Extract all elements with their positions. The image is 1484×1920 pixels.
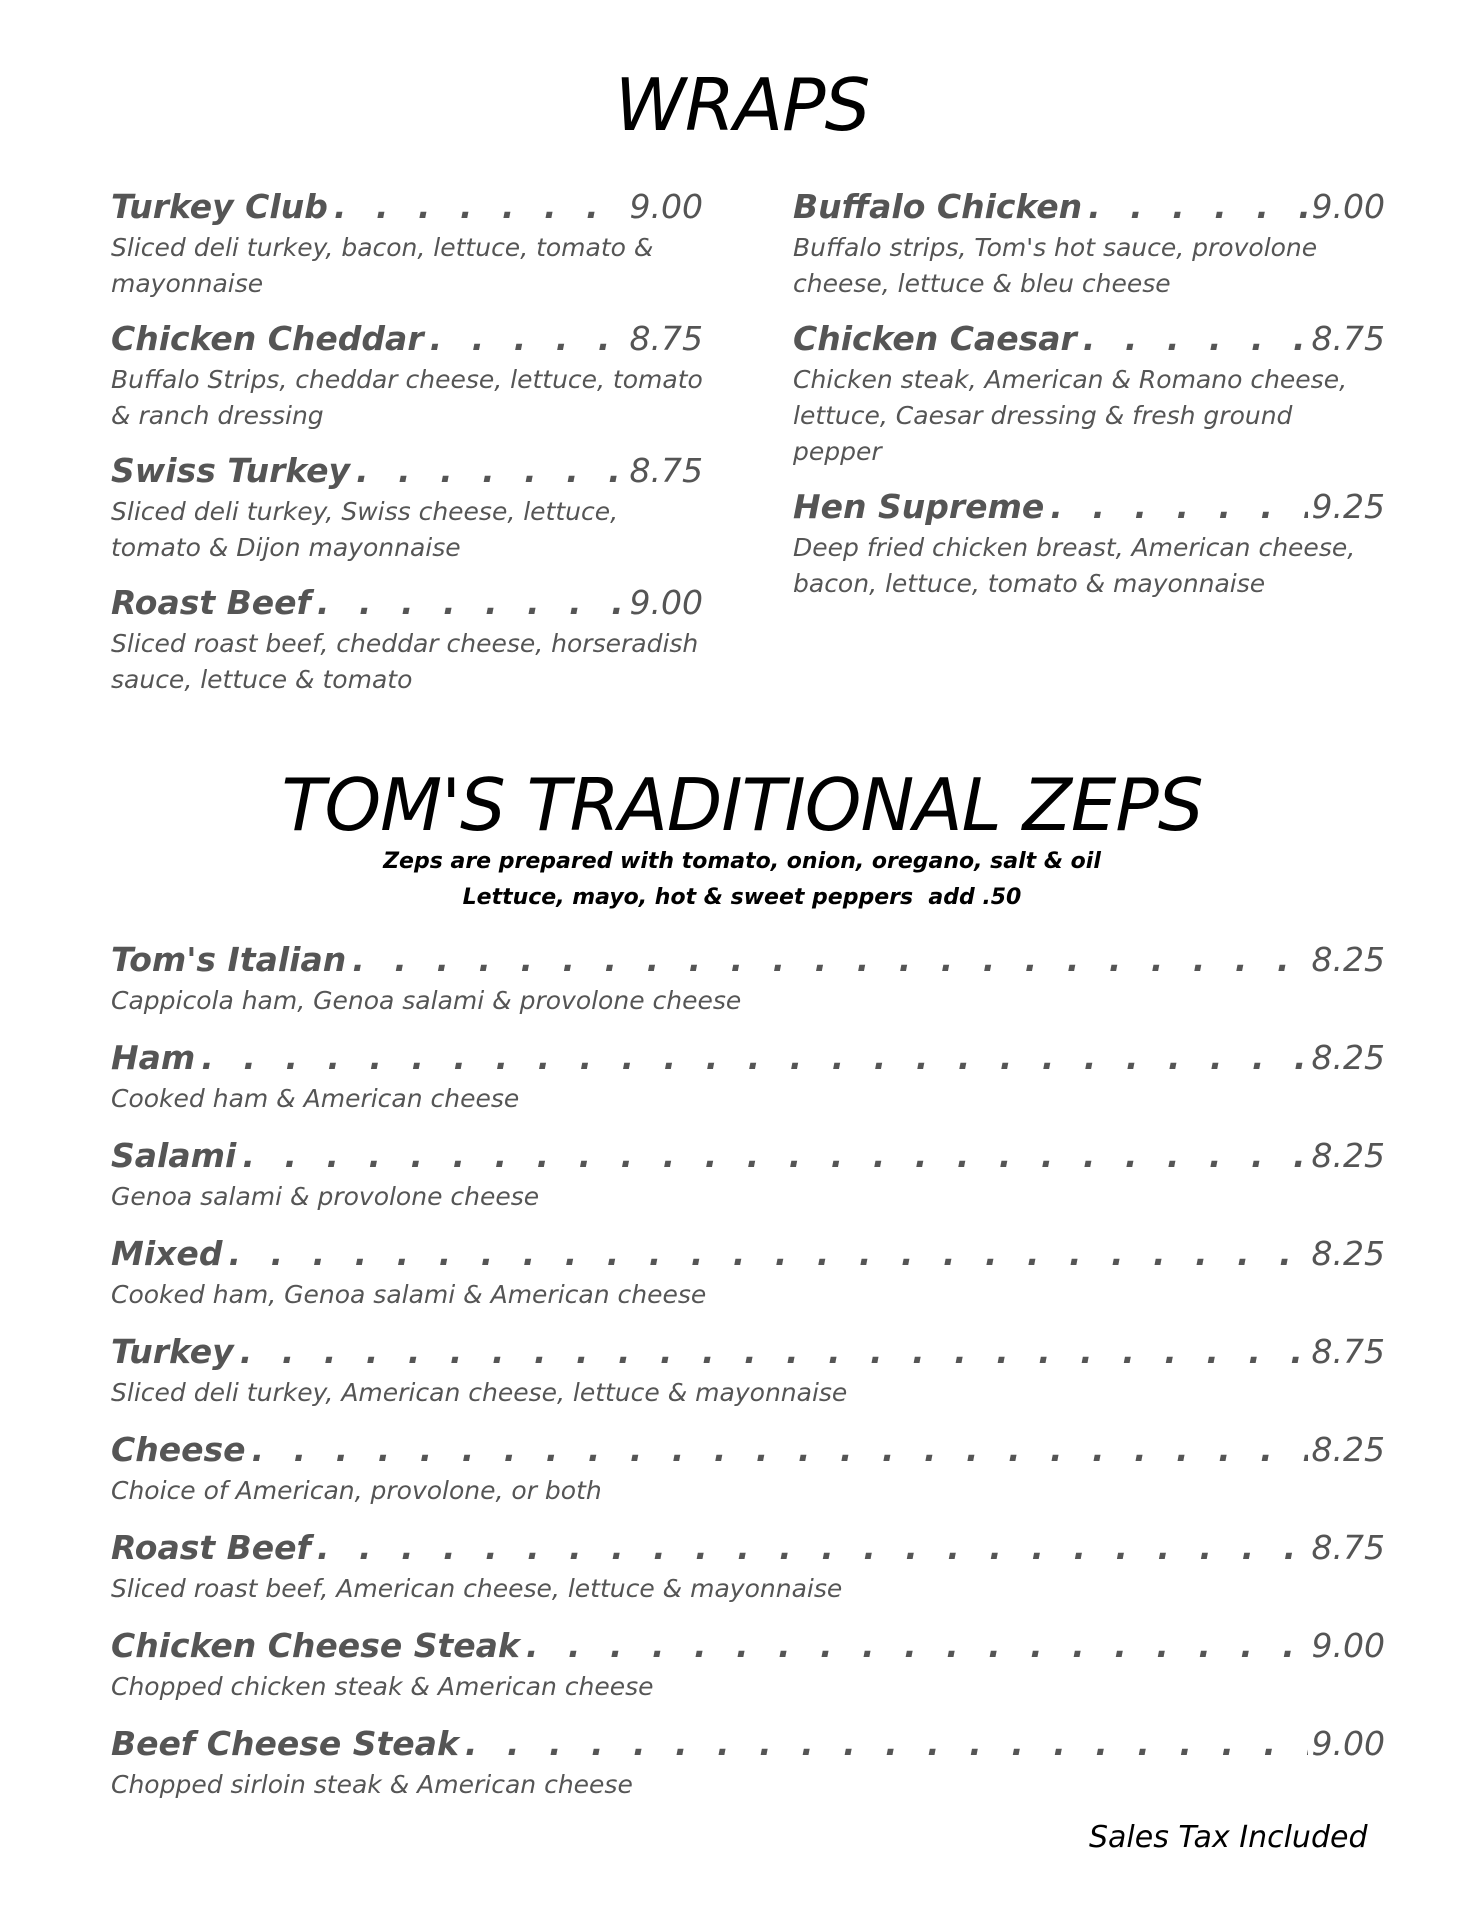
item-name: Hen Supreme xyxy=(793,487,1045,526)
menu-item xyxy=(111,1721,1385,1803)
dot-leader xyxy=(526,1623,1308,1669)
item-name: Turkey xyxy=(111,1332,234,1371)
zeps-list xyxy=(111,937,1385,1819)
dot-leader xyxy=(465,1721,1308,1767)
item-name: Roast Beef xyxy=(111,1528,311,1567)
dot-leader xyxy=(1083,316,1308,362)
menu-item xyxy=(111,1329,1385,1411)
menu-item xyxy=(111,448,703,566)
menu-item xyxy=(111,1427,1385,1509)
menu-item xyxy=(793,316,1385,470)
menu-item xyxy=(111,1623,1385,1705)
item-description: Cappicola ham, Genoa salami & provolone cheese xyxy=(111,986,742,1015)
menu-item xyxy=(111,1231,1385,1313)
item-price: 8.25 xyxy=(1311,1234,1385,1273)
item-name: Cheese xyxy=(111,1430,246,1469)
item-description: Deep fried chicken breast, American cheese, bacon, lettuce, tomato & mayonnaise xyxy=(793,533,1356,598)
item-price: 8.75 xyxy=(1311,1332,1385,1371)
item-description: Sliced roast beef, American cheese, lettuce & mayonnaise xyxy=(111,1574,843,1603)
dot-leader xyxy=(334,184,626,230)
menu-item xyxy=(111,316,703,434)
dot-leader xyxy=(240,1329,1308,1375)
item-price: 8.75 xyxy=(629,319,703,358)
item-description: Buffalo strips, Tom's hot sauce, provolone cheese, lettuce & bleu cheese xyxy=(793,233,1318,298)
item-price: 8.25 xyxy=(1311,940,1385,979)
menu-item xyxy=(111,937,1385,1019)
wraps-right-column xyxy=(793,184,1385,616)
menu-item xyxy=(111,1133,1385,1215)
item-price: 8.25 xyxy=(1311,1136,1385,1175)
sales-tax-note: Sales Tax Included xyxy=(1089,1820,1368,1855)
dot-leader xyxy=(252,1427,1308,1473)
item-name: Chicken Cheddar xyxy=(111,319,424,358)
menu-item xyxy=(111,1525,1385,1607)
item-name: Chicken Cheese Steak xyxy=(111,1626,520,1665)
item-name: Ham xyxy=(111,1038,196,1077)
zeps-preparation-note: Zeps are prepared with tomato, onion, oregano, salt & oil xyxy=(383,849,1101,874)
item-description: Cooked ham & American cheese xyxy=(111,1084,520,1113)
item-price: 8.75 xyxy=(1311,319,1385,358)
item-name: Buffalo Chicken xyxy=(793,187,1083,226)
item-price: 9.00 xyxy=(629,187,703,226)
item-description: Sliced deli turkey, American cheese, lettuce & mayonnaise xyxy=(111,1378,848,1407)
item-description: Sliced deli turkey, bacon, lettuce, tomato & mayonnaise xyxy=(111,233,654,298)
item-price: 8.75 xyxy=(629,451,703,490)
dot-leader xyxy=(317,580,626,626)
wraps-section-title: WRAPS xyxy=(614,63,870,147)
item-description: Chicken steak, American & Romano cheese, lettuce, Caesar dressing & fresh ground pepper xyxy=(793,365,1348,466)
menu-item xyxy=(111,580,703,698)
item-price: 9.00 xyxy=(1311,1724,1385,1763)
item-price: 8.25 xyxy=(1311,1038,1385,1077)
item-price: 9.00 xyxy=(629,583,703,622)
dot-leader xyxy=(356,448,625,494)
item-price: 8.25 xyxy=(1311,1430,1385,1469)
dot-leader xyxy=(242,1133,1307,1179)
item-name: Beef Cheese Steak xyxy=(111,1724,459,1763)
item-name: Turkey Club xyxy=(111,187,328,226)
item-description: Genoa salami & provolone cheese xyxy=(111,1182,540,1211)
item-price: 9.00 xyxy=(1311,1626,1385,1665)
dot-leader xyxy=(352,937,1307,983)
dot-leader xyxy=(201,1035,1307,1081)
menu-item xyxy=(111,184,703,302)
dot-leader xyxy=(317,1525,1308,1571)
item-description: Cooked ham, Genoa salami & American cheese xyxy=(111,1280,707,1309)
item-price: 9.00 xyxy=(1311,187,1385,226)
dot-leader xyxy=(1088,184,1307,230)
item-description: Choice of American, provolone, or both xyxy=(111,1476,602,1505)
item-description: Sliced deli turkey, Swiss cheese, lettuce, tomato & Dijon mayonnaise xyxy=(111,497,619,562)
dot-leader xyxy=(430,316,626,362)
wraps-left-column xyxy=(111,184,703,712)
item-name: Tom's Italian xyxy=(111,940,347,979)
zeps-section-title: TOM'S TRADITIONAL ZEPS xyxy=(281,763,1203,847)
item-price: 9.25 xyxy=(1311,487,1385,526)
item-name: Roast Beef xyxy=(111,583,311,622)
item-description: Sliced roast beef, cheddar cheese, horseradish sauce, lettuce & tomato xyxy=(111,629,699,694)
zeps-addon-note: Lettuce, mayo, hot & sweet peppers add .50 xyxy=(462,885,1022,910)
menu-item xyxy=(793,484,1385,602)
dot-leader xyxy=(228,1231,1307,1277)
item-price: 8.75 xyxy=(1311,1528,1385,1567)
item-description: Chopped sirloin steak & American cheese xyxy=(111,1770,633,1799)
item-name: Swiss Turkey xyxy=(111,451,351,490)
item-description: Chopped chicken steak & American cheese xyxy=(111,1672,654,1701)
menu-item xyxy=(111,1035,1385,1117)
item-name: Mixed xyxy=(111,1234,223,1273)
item-name: Chicken Caesar xyxy=(793,319,1077,358)
item-name: Salami xyxy=(111,1136,237,1175)
dot-leader xyxy=(1050,484,1307,530)
item-description: Buffalo Strips, cheddar cheese, lettuce, tomato & ranch dressing xyxy=(111,365,703,430)
menu-item xyxy=(793,184,1385,302)
